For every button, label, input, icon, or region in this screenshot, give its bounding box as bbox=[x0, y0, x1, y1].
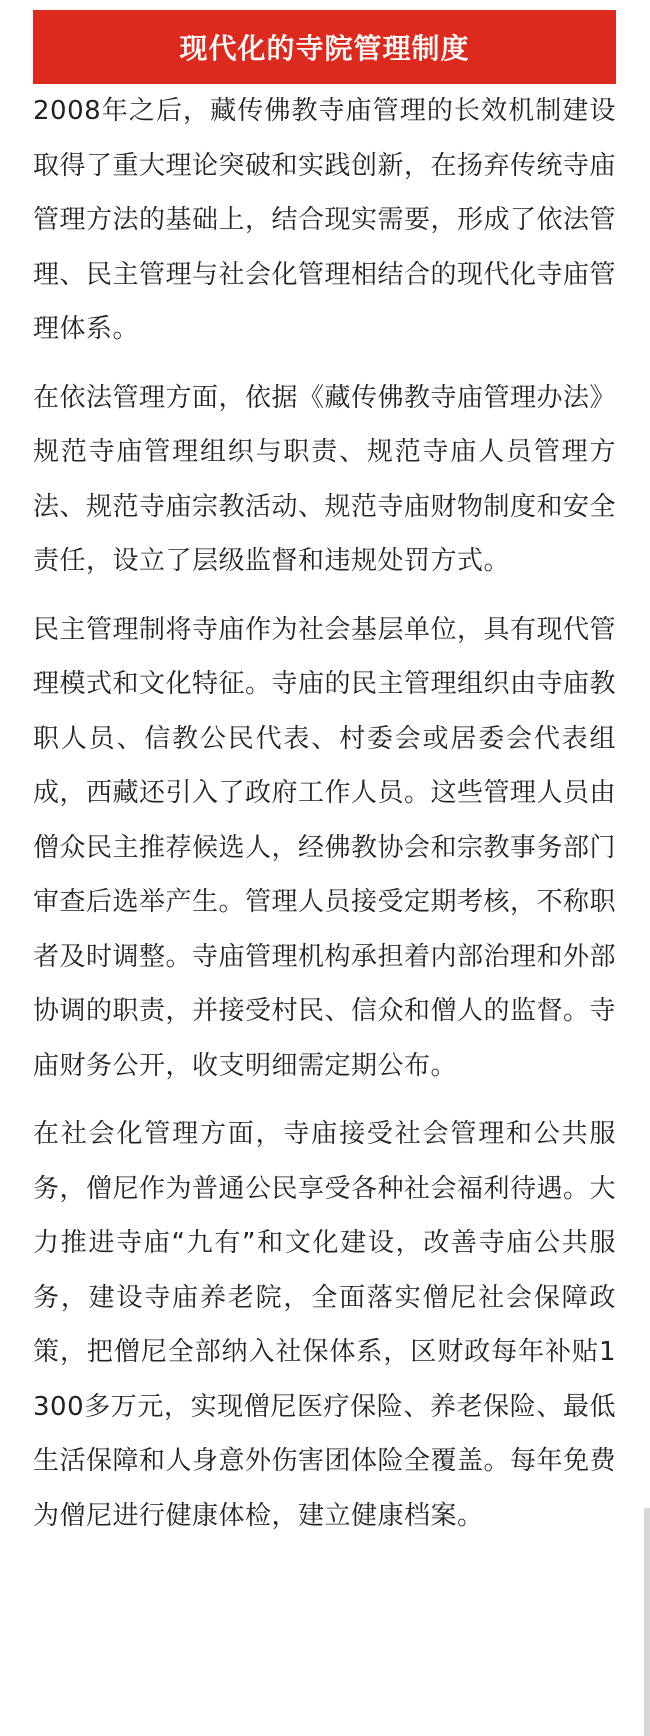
paragraph-intro: 2008年之后，藏传佛教寺庙管理的长效机制建设取得了重大理论突破和实践创新，在扬弃传统寺庙管理方法的基础上，结合现实需要，形成了依法管理、民主管理与社会化管理相结合的现代化寺庙管理体系。 bbox=[33, 96, 617, 344]
scrollbar-thumb[interactable] bbox=[644, 1508, 650, 1736]
paragraph-democratic-management: 民主管理制将寺庙作为社会基层单位，具有现代管理模式和文化特征。寺庙的民主管理组织由寺庙教职人员、信教公民代表、村委会或居委会代表组成，西藏还引入了政府工作人员。这些管理人员由僧众民主推荐候选人，经佛教协会和宗教事务部门审查后选举产生。管理人员接受定期考核，不称职者及时调整。寺庙管理机构承担着内部治理和外部协调的职责，并接受村民、信众和僧人的监督。寺庙财务公开，收支明细需定期公布。 bbox=[33, 614, 617, 1081]
article-body bbox=[33, 84, 616, 1543]
paragraph-legal-management: 在依法管理方面，依据《藏传佛教寺庙管理办法》规范寺庙管理组织与职责、规范寺庙人员管理方法、规范寺庙宗教活动、规范寺庙财物制度和安全责任，设立了层级监督和违规处罚方式。 bbox=[33, 382, 617, 576]
section-title: 现代化的寺院管理制度 bbox=[179, 32, 470, 65]
section-title-banner bbox=[33, 10, 616, 84]
article bbox=[33, 10, 616, 1543]
paragraph-social-management: 在社会化管理方面，寺庙接受社会管理和公共服务，僧尼作为普通公民享受各种社会福利待遇。大力推进寺庙“九有”和文化建设，改善寺庙公共服务，建设寺庙养老院，全面落实僧尼社会保障政策，把僧尼全部纳入社保体系，区财政每年补贴1300多万元，实现僧尼医疗保险、养老保险、最低生活保障和人身意外伤害团体险全覆盖。每年免费为僧尼进行健康体检，建立健康档案。 bbox=[33, 1119, 617, 1531]
